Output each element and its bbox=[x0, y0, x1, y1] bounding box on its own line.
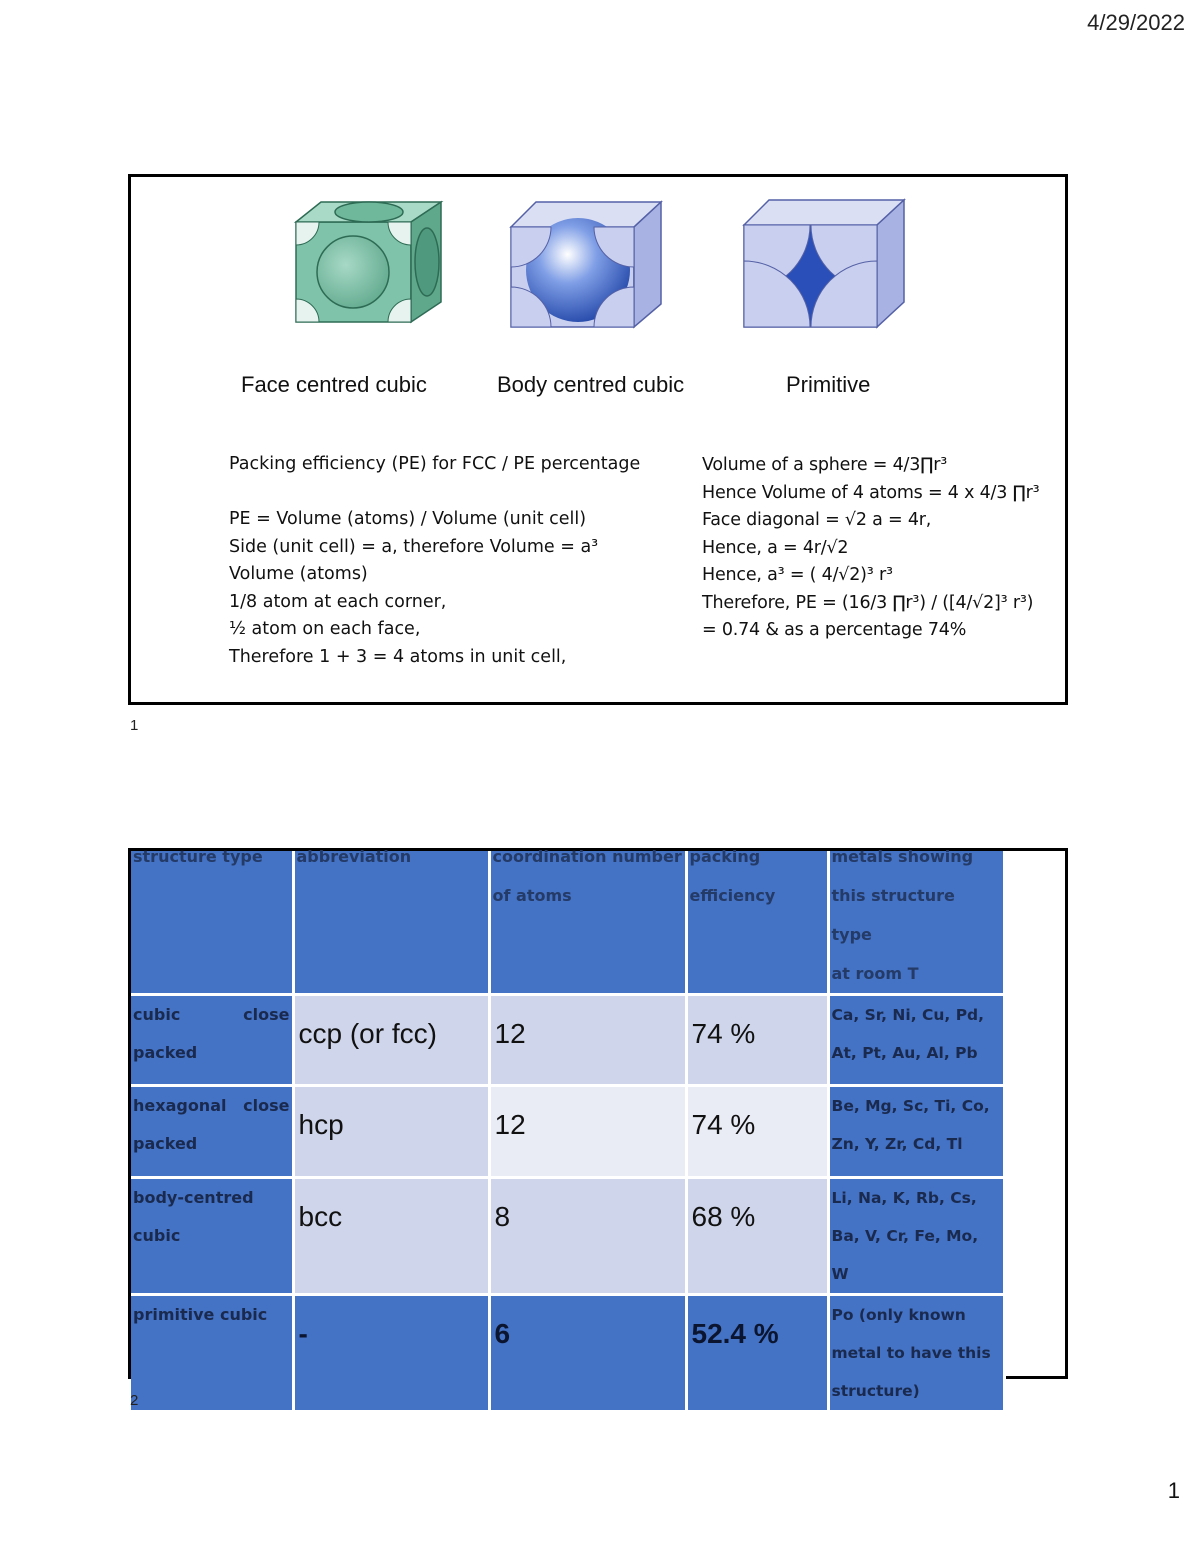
page-number: 1 bbox=[1167, 1478, 1180, 1503]
text-line: ½ atom on each face, bbox=[229, 619, 421, 639]
cell-packing-efficiency: 74 % bbox=[686, 1086, 828, 1178]
text-line bbox=[229, 479, 640, 507]
cell-metals: Po (only known metal to have this structure) bbox=[828, 1295, 1004, 1412]
cell-packing-efficiency: 52.4 % bbox=[686, 1295, 828, 1412]
caption-primitive: Primitive bbox=[786, 372, 871, 397]
caption-bcc: Body centred cubic bbox=[497, 372, 685, 397]
table-header-row bbox=[131, 851, 1004, 995]
text-line: PE = Volume (atoms) / Volume (unit cell) bbox=[229, 509, 587, 529]
text-line: Face diagonal = √2 a = 4r, bbox=[702, 510, 932, 530]
table-row bbox=[131, 1086, 1004, 1178]
header-abbreviation: abbreviation bbox=[293, 851, 489, 995]
pe-derivation-left bbox=[229, 451, 640, 671]
cell-coordination: 12 bbox=[489, 1086, 686, 1178]
cell-structure-type: hexagonal close packed bbox=[131, 1086, 293, 1178]
text-line: Volume of a sphere = 4/3∏r³ bbox=[702, 455, 948, 475]
text-line: = 0.74 & as a percentage 74% bbox=[702, 620, 967, 640]
table-row bbox=[131, 995, 1004, 1086]
cell-structure-type: cubic close packed bbox=[131, 995, 293, 1086]
print-date: 4/29/2022 bbox=[1087, 10, 1185, 35]
header-packing: packing efficiency bbox=[686, 851, 828, 995]
text-line: Hence Volume of 4 atoms = 4 x 4/3 ∏r³ bbox=[702, 482, 1040, 503]
fcc-cube-image bbox=[291, 182, 451, 327]
cell-abbreviation: - bbox=[293, 1295, 489, 1412]
header-metals: metals showing this structure type at room T bbox=[828, 851, 1004, 995]
header-structure-type: structure type bbox=[131, 851, 293, 995]
cell-packing-efficiency: 68 % bbox=[686, 1178, 828, 1295]
cell-metals: Be, Mg, Sc, Ti, Co, Zn, Y, Zr, Cd, Tl bbox=[828, 1086, 1004, 1178]
cell-coordination: 6 bbox=[489, 1295, 686, 1412]
text-line: Side (unit cell) = a, therefore Volume = a³ bbox=[229, 536, 599, 557]
pe-derivation-right bbox=[702, 452, 1039, 645]
text-line: 1/8 atom at each corner, bbox=[229, 591, 447, 612]
slide-1 bbox=[128, 174, 1068, 705]
cell-abbreviation: ccp (or fcc) bbox=[293, 995, 489, 1086]
cell-coordination: 8 bbox=[489, 1178, 686, 1295]
slide-2 bbox=[128, 847, 1068, 1400]
text-line: Therefore 1 + 3 = 4 atoms in unit cell, bbox=[229, 646, 567, 667]
header-coordination: coordination number of atoms bbox=[489, 851, 686, 995]
text-line: Therefore, PE = (16/3 ∏r³) / ([4/√2]³ r³) bbox=[702, 592, 1034, 613]
cell-metals: Li, Na, K, Rb, Cs, Ba, V, Cr, Fe, Mo, W bbox=[828, 1178, 1004, 1295]
text-line: Volume (atoms) bbox=[229, 564, 368, 584]
table-row bbox=[131, 1178, 1004, 1295]
structure-table bbox=[131, 847, 1006, 1413]
text-line: Hence, a³ = ( 4/√2)³ r³ bbox=[702, 565, 893, 585]
cell-packing-efficiency: 74 % bbox=[686, 995, 828, 1086]
text-line: Packing efficiency (PE) for FCC / PE percentage bbox=[229, 454, 641, 474]
primitive-cube-image bbox=[739, 180, 914, 330]
cell-abbreviation: hcp bbox=[293, 1086, 489, 1178]
cell-abbreviation: bcc bbox=[293, 1178, 489, 1295]
table-row bbox=[131, 1295, 1004, 1412]
bcc-cube-image bbox=[506, 182, 671, 332]
caption-fcc: Face centred cubic bbox=[241, 372, 427, 397]
cell-coordination: 12 bbox=[489, 995, 686, 1086]
cell-structure-type: primitive cubic bbox=[131, 1295, 293, 1412]
slide-number-1: 1 bbox=[130, 717, 139, 734]
cell-structure-type: body-centred cubic bbox=[131, 1178, 293, 1295]
cell-metals: Ca, Sr, Ni, Cu, Pd, At, Pt, Au, Al, Pb bbox=[828, 995, 1004, 1086]
slide-number-2: 2 bbox=[130, 1392, 139, 1409]
text-line: Hence, a = 4r/√2 bbox=[702, 537, 849, 558]
